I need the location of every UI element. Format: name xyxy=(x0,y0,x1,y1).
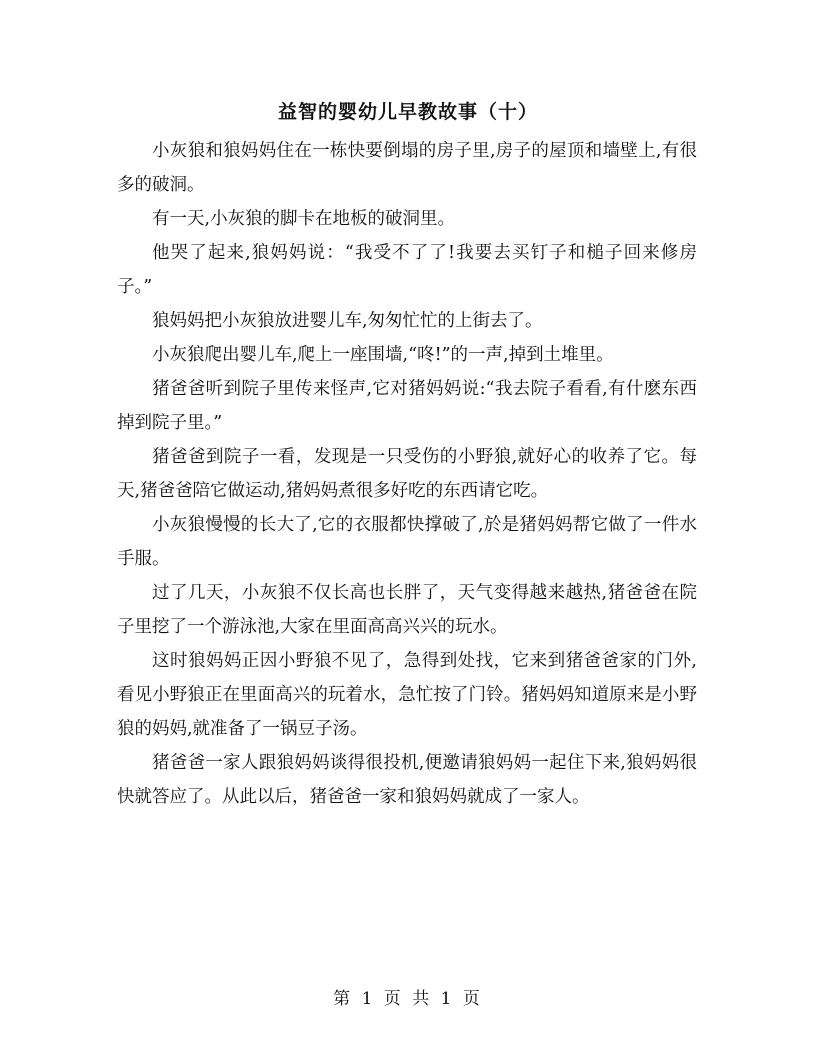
paragraph: 小灰狼慢慢的长大了,它的衣服都快撑破了,於是猪妈妈帮它做了一件水手服。 xyxy=(117,515,697,569)
paragraph: 猪爸爸听到院子里传来怪声,它对猪妈妈说:“我去院子看看,有什麽东西掉到院子里。” xyxy=(117,379,697,433)
paragraph: 小灰狼和狼妈妈住在一栋快要倒塌的房子里,房子的屋顶和墙壁上,有很多的破洞。 xyxy=(117,141,697,195)
page-number-footer xyxy=(0,984,816,1009)
paragraph: 猪爸爸到院子一看，发现是一只受伤的小野狼,就好心的收养了它。每天,猪爸爸陪它做运动,猪妈妈煮很多好吃的东西请它吃。 xyxy=(117,447,697,501)
paragraph: 猪爸爸一家人跟狼妈妈谈得很投机,便邀请狼妈妈一起住下来,狼妈妈很快就答应了。从此以后，猪爸爸一家和狼妈妈就成了一家人。 xyxy=(117,753,697,807)
page-number-label: 第 1 页 共 1 页 xyxy=(333,989,483,1009)
story-body xyxy=(117,134,697,814)
paragraph: 过了几天，小灰狼不仅长高也长胖了，天气变得越来越热,猪爸爸在院子里挖了一个游泳池,大家在里面高高兴兴的玩水。 xyxy=(117,583,697,637)
paragraph: 有一天,小灰狼的脚卡在地板的破洞里。 xyxy=(152,209,456,229)
paragraph: 这时狼妈妈正因小野狼不见了，急得到处找，它来到猪爸爸家的门外,看见小野狼正在里面高兴的玩着水，急忙按了门铃。猪妈妈知道原来是小野狼的妈妈,就准备了一锅豆子汤。 xyxy=(117,651,697,739)
paragraph: 小灰狼爬出婴儿车,爬上一座围墙,“咚!”的一声,掉到土堆里。 xyxy=(152,345,614,365)
document-title: 益智的婴幼儿早教故事（十） xyxy=(277,101,538,123)
paragraph: 狼妈妈把小灰狼放进婴儿车,匆匆忙忙的上街去了。 xyxy=(152,311,543,331)
paragraph: 他哭了起来,狼妈妈说：“我受不了了!我要去买钉子和槌子回来修房子。” xyxy=(117,243,697,297)
